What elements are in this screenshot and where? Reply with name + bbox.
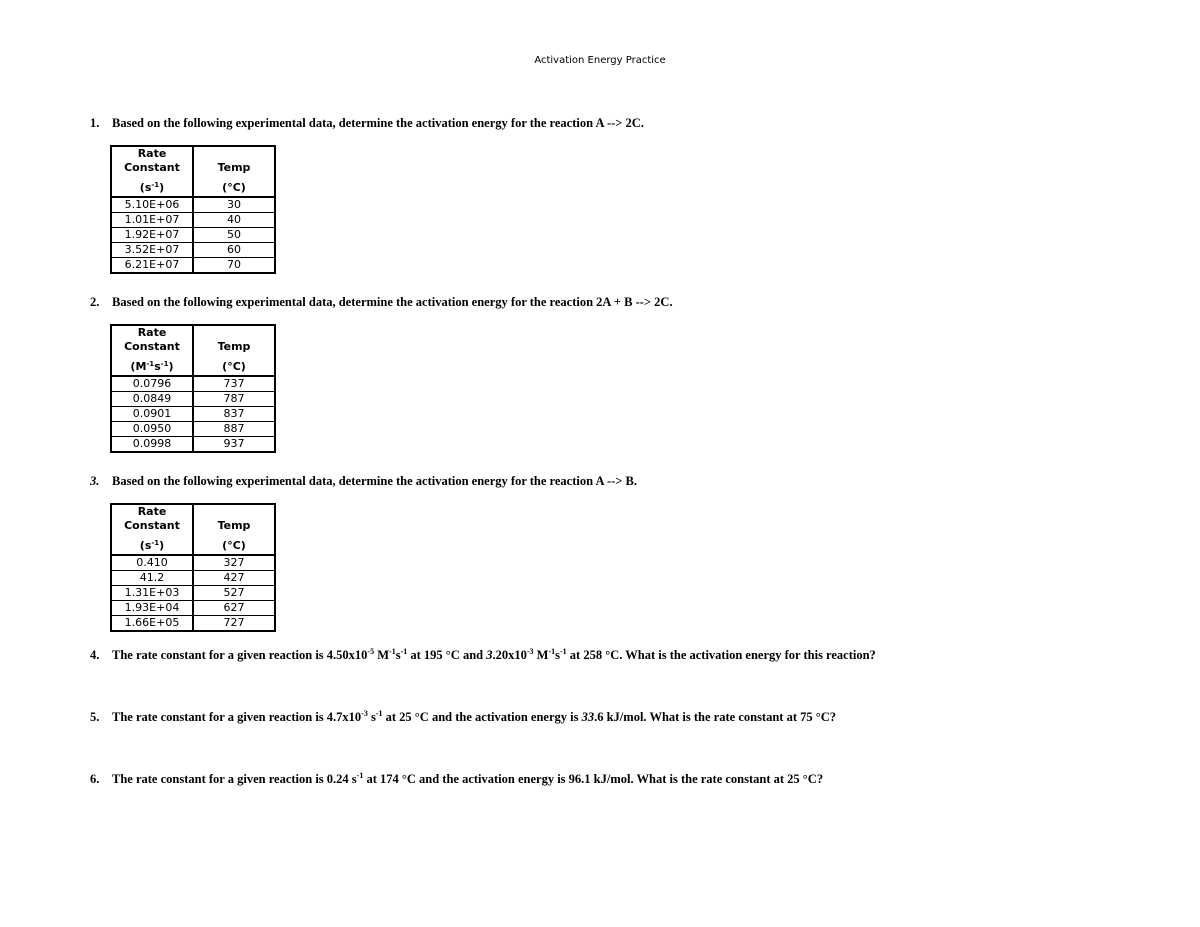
header-unit: $(s^{-1})$ [139, 181, 165, 194]
rate-cell: 1.93E+04 [111, 601, 193, 616]
temp-cell: 737 [193, 376, 275, 392]
header-unit: $(s^{-1})$ [139, 539, 165, 552]
question-text: The rate constant for a given reaction is $4.7x10^{-3}$ $s^{-1}$ at 25 °C and the activation energy is 33.6 kJ/mol. What is the rate constant at 75 °C? [112, 709, 837, 724]
rate-cell: 41.2 [111, 571, 193, 586]
data-table-3 [110, 503, 276, 632]
header-label: Constant [124, 519, 180, 532]
table-row [111, 243, 275, 258]
question-1 [90, 116, 644, 131]
rate-cell: 1.01E+07 [111, 213, 193, 228]
table-row [111, 571, 275, 586]
question-3 [90, 474, 637, 489]
temp-cell: 30 [193, 197, 275, 213]
question-text: Based on the following experimental data, determine the activation energy for the reaction A --> B. [112, 474, 637, 488]
header-unit: (°C) [222, 539, 246, 552]
rate-constant-header [111, 504, 193, 555]
table-row [111, 376, 275, 392]
header-label: Rate [137, 147, 167, 160]
question-number: 4. [90, 648, 100, 662]
table-row [111, 213, 275, 228]
temp-cell: 50 [193, 228, 275, 243]
table-row [111, 422, 275, 437]
temp-header [193, 325, 275, 376]
temp-cell: 727 [193, 616, 275, 632]
header-unit: (°C) [222, 360, 246, 373]
question-number: 3. [90, 474, 100, 488]
rate-cell: 0.0950 [111, 422, 193, 437]
rate-cell: 5.10E+06 [111, 197, 193, 213]
table-header-row [111, 146, 275, 197]
question-number: 1. [90, 116, 100, 130]
header-label: Constant [124, 161, 180, 174]
temp-cell: 427 [193, 571, 275, 586]
question-text: The rate constant for a given reaction is 0.24 $s^{-1}$ at 174 °C and the activation energy is 96.1 kJ/mol. What is the rate constant at 25 °C? [112, 771, 824, 786]
temp-cell: 70 [193, 258, 275, 274]
rate-cell: 0.0796 [111, 376, 193, 392]
table-row [111, 437, 275, 453]
table-row [111, 392, 275, 407]
header-label: Temp [217, 519, 251, 532]
data-table-2 [110, 324, 276, 453]
rate-cell: 0.410 [111, 555, 193, 571]
question-number: 2. [90, 295, 100, 309]
page-title: Activation Energy Practice [534, 55, 666, 66]
temp-cell: 40 [193, 213, 275, 228]
rate-constant-header [111, 146, 193, 197]
temp-header [193, 504, 275, 555]
table-row [111, 616, 275, 632]
rate-cell: 0.0901 [111, 407, 193, 422]
table-row [111, 601, 275, 616]
rate-cell: 3.52E+07 [111, 243, 193, 258]
question-text: Based on the following experimental data, determine the activation energy for the reaction A --> 2C. [112, 116, 644, 130]
table-row [111, 197, 275, 213]
header-label: Temp [217, 161, 251, 174]
rate-cell: 6.21E+07 [111, 258, 193, 274]
question-5 [90, 710, 836, 725]
temp-header [193, 146, 275, 197]
rate-cell: 1.66E+05 [111, 616, 193, 632]
temp-cell: 327 [193, 555, 275, 571]
rate-cell: 1.92E+07 [111, 228, 193, 243]
temp-cell: 787 [193, 392, 275, 407]
rate-cell: 0.0998 [111, 437, 193, 453]
table-row [111, 555, 275, 571]
question-text: Based on the following experimental data, determine the activation energy for the reaction 2A + B --> 2C. [112, 295, 673, 309]
header-label: Constant [124, 340, 180, 353]
temp-cell: 887 [193, 422, 275, 437]
table-header-row [111, 504, 275, 555]
temp-cell: 60 [193, 243, 275, 258]
table-header-row [111, 325, 275, 376]
temp-cell: 837 [193, 407, 275, 422]
table-row [111, 258, 275, 274]
header-unit: $(M^{-1}s^{-1})$ [130, 360, 174, 373]
header-unit: (°C) [222, 181, 246, 194]
table-row [111, 407, 275, 422]
data-table-1 [110, 145, 276, 274]
temp-cell: 527 [193, 586, 275, 601]
temp-cell: 937 [193, 437, 275, 453]
rate-cell: 1.31E+03 [111, 586, 193, 601]
rate-cell: 0.0849 [111, 392, 193, 407]
table-row [111, 586, 275, 601]
header-label: Rate [137, 505, 167, 518]
question-4 [90, 648, 876, 663]
question-6 [90, 772, 823, 787]
question-number: 5. [90, 710, 100, 724]
header-label: Rate [137, 326, 167, 339]
rate-constant-header [111, 325, 193, 376]
question-number: 6. [90, 772, 100, 786]
table-row [111, 228, 275, 243]
question-text: The rate constant for a given reaction is $4.50x10^{-5}$ $M^{-1}s^{-1}$ at 195 °C and $3.20x10^{-3}$ $M^{-1}s^{-1}$ at 258 °C. What is the activation energy for this reaction? [112, 647, 876, 662]
question-2 [90, 295, 673, 310]
header-label: Temp [217, 340, 251, 353]
temp-cell: 627 [193, 601, 275, 616]
